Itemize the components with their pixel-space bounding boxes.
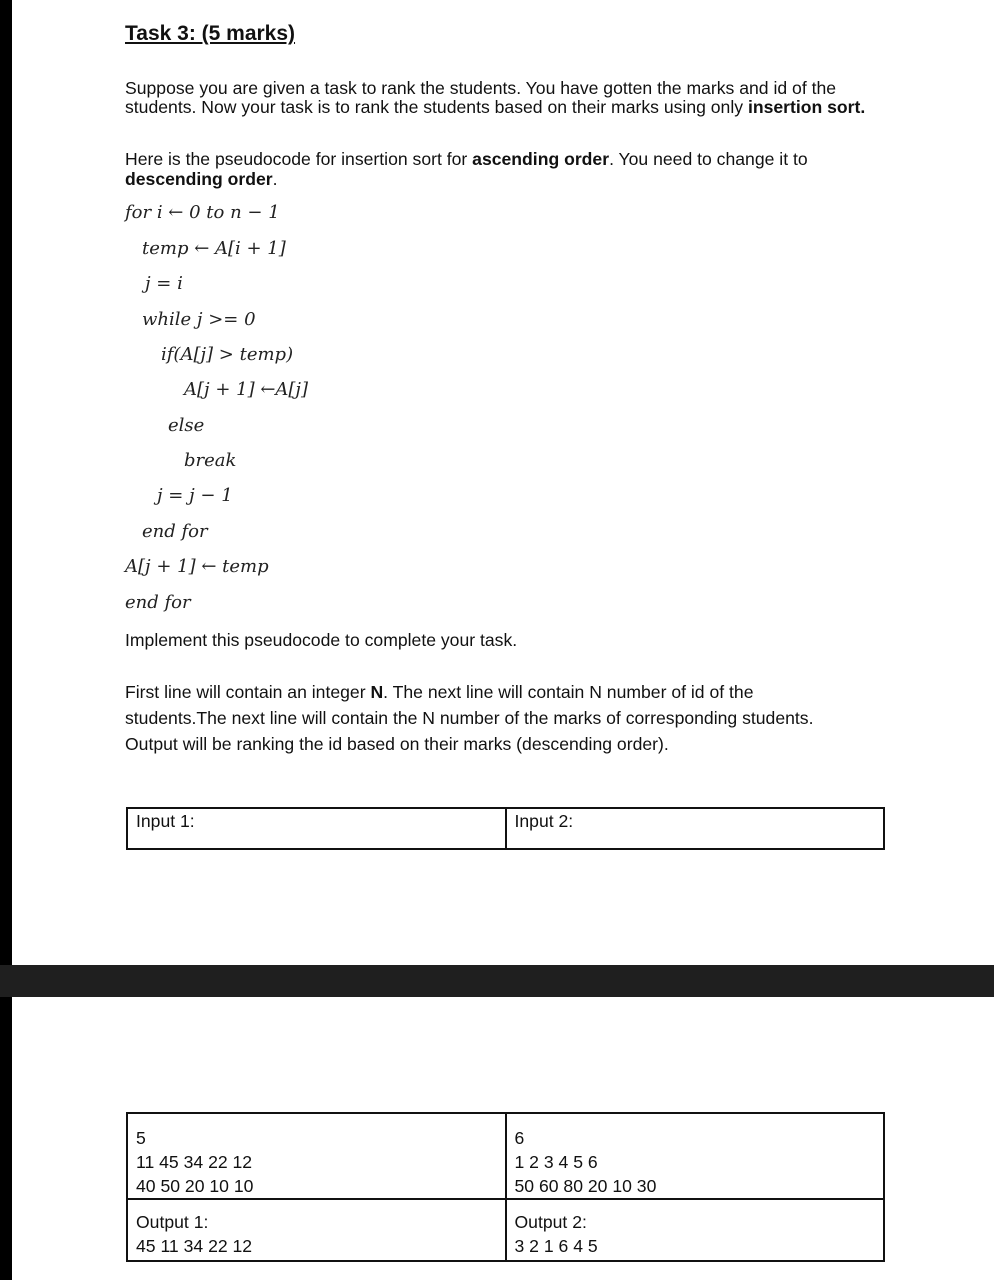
- output1-label: Output 1:: [136, 1212, 209, 1232]
- output1-cell: [127, 1199, 506, 1261]
- input1-cell: [127, 1113, 506, 1199]
- descending-order-bold: descending order: [125, 169, 273, 189]
- sample-io-table: [126, 1112, 885, 1262]
- n-bold: N: [370, 682, 384, 702]
- input2-line: 50 60 80 20 10 30: [514, 1176, 657, 1196]
- input-header-table: [126, 807, 885, 850]
- input1-line: 11 45 34 22 12: [136, 1152, 253, 1172]
- input2-line: 6: [514, 1128, 525, 1148]
- code-line: A[j + 1] ←A[j]: [184, 379, 309, 400]
- input-format-rest: . The next line will contain N number of id of the students.The next line will contain the N number of the marks of corresponding students. Output will be ranking the id based on their marks (descending order).: [125, 682, 814, 754]
- pseudocode-intro-paragraph: [125, 149, 885, 189]
- code-line: if(A[j] > temp): [161, 344, 294, 365]
- code-line: for i ← 0 to n − 1: [125, 202, 280, 223]
- code-line: break: [184, 450, 237, 471]
- left-edge-bar: [0, 0, 12, 1280]
- code-line: while j >= 0: [142, 309, 256, 330]
- input2-line: 1 2 3 4 5 6: [514, 1152, 598, 1172]
- pseudocode-intro-mid: . You need to change it to: [609, 149, 808, 169]
- code-line: A[j + 1] ← temp: [125, 556, 269, 577]
- output1-value: 45 11 34 22 12: [136, 1236, 253, 1256]
- code-line: else: [168, 415, 205, 436]
- code-line: temp ← A[i + 1]: [142, 238, 286, 259]
- output2-value: 3 2 1 6 4 5: [514, 1236, 598, 1256]
- code-line: j = i: [145, 273, 183, 294]
- intro-paragraph: [125, 79, 885, 117]
- output2-cell: [506, 1199, 885, 1261]
- input1-header-cell: Input 1:: [127, 808, 506, 849]
- output2-label: Output 2:: [514, 1212, 587, 1232]
- input-format-paragraph: [125, 679, 845, 757]
- implement-instruction: Implement this pseudocode to complete your task.: [125, 630, 518, 650]
- code-line: j = j − 1: [157, 485, 233, 506]
- intro-text: Suppose you are given a task to rank the students. You have gotten the marks and id of the students. Now your task is to rank the students based on their marks using only: [125, 78, 837, 117]
- input1-line: 40 50 20 10 10: [136, 1176, 254, 1196]
- page-divider: [0, 965, 994, 997]
- input1-line: 5: [136, 1128, 146, 1148]
- input2-header-cell: Input 2:: [506, 808, 885, 849]
- code-line: end for: [142, 521, 208, 542]
- intro-bold: insertion sort.: [747, 97, 866, 117]
- input2-cell: [506, 1113, 885, 1199]
- pseudocode-intro-end: .: [272, 169, 278, 189]
- code-line: end for: [125, 592, 191, 613]
- pseudocode-intro-text: Here is the pseudocode for insertion sort for: [125, 149, 473, 169]
- input-format-text: First line will contain an integer: [125, 682, 371, 702]
- task-title: Task 3: (5 marks): [125, 22, 296, 45]
- ascending-order-bold: ascending order: [472, 149, 610, 169]
